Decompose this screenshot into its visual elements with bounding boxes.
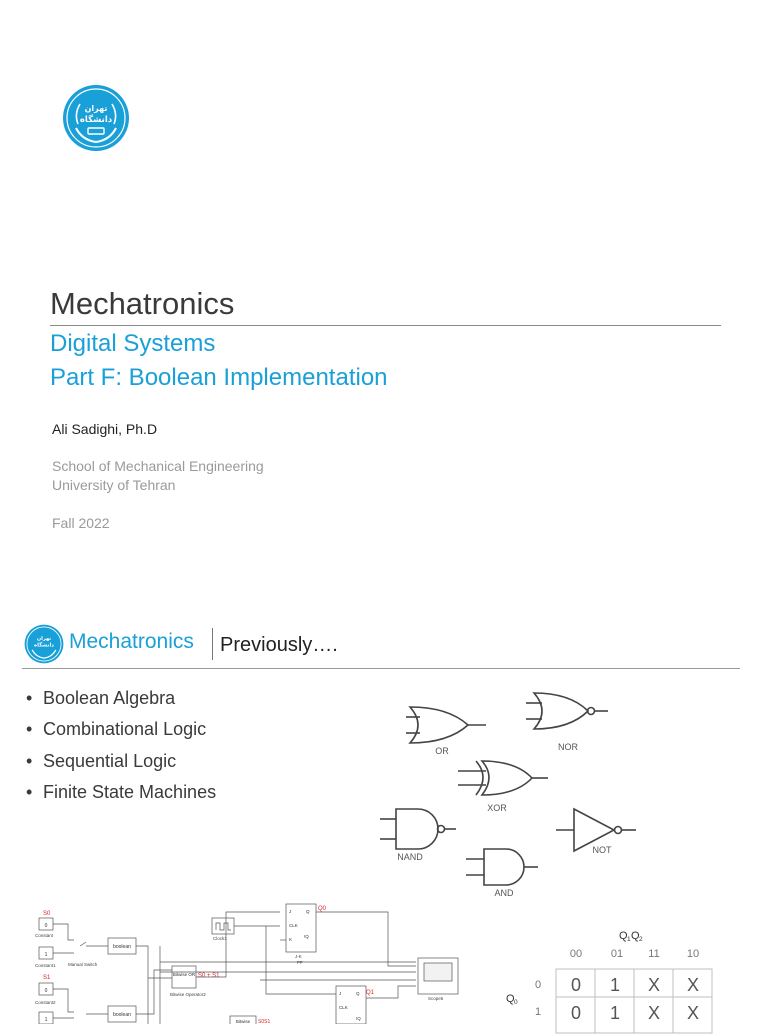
- svg-text:!Q: !Q: [304, 934, 309, 939]
- svg-text:Q: Q: [506, 993, 515, 1005]
- kmap-top-variable: [619, 930, 643, 943]
- svg-text:Constant: Constant: [35, 933, 54, 938]
- svg-text:CLK: CLK: [339, 1005, 348, 1010]
- bullet-text: Sequential Logic: [43, 751, 177, 771]
- kmap-side-variable: [506, 993, 518, 1006]
- svg-text:0: 0: [44, 923, 48, 929]
- q0-label: Q0: [318, 906, 327, 912]
- logic-gates-diagram: [370, 685, 650, 910]
- kmap-cell: X: [686, 975, 700, 995]
- svg-text:!Q: !Q: [356, 1016, 361, 1021]
- bullet-dot: •: [26, 751, 33, 771]
- bullet-dot: •: [26, 719, 33, 739]
- svg-text:Q: Q: [306, 909, 310, 914]
- kmap-cell: X: [647, 1003, 661, 1023]
- kmap-col-header: 00: [569, 948, 583, 960]
- kmap-col-header: 01: [610, 948, 624, 960]
- svg-text:دانشگاه: دانشگاه: [33, 642, 55, 649]
- svg-text:تهران: تهران: [36, 635, 52, 642]
- university-logo-small: [24, 624, 64, 664]
- svg-text:Bitwise OR: Bitwise OR: [172, 972, 196, 977]
- kmap-cell: X: [647, 975, 661, 995]
- affiliation-school: School of Mechanical Engineering: [52, 458, 264, 474]
- simulink-model-diagram: [30, 900, 470, 1024]
- svg-text:Q: Q: [619, 930, 628, 942]
- kmap-cell: 1: [609, 1003, 621, 1023]
- svg-text:Constant1: Constant1: [35, 963, 56, 968]
- kmap-cell: X: [686, 1003, 700, 1023]
- svg-text:Bitwise Operator2: Bitwise Operator2: [170, 992, 206, 997]
- svg-text:2: 2: [639, 936, 643, 943]
- svg-text:J: J: [289, 909, 292, 914]
- svg-text:Manual Switch: Manual Switch: [68, 962, 98, 967]
- svg-text:دانشگاه: دانشگاه: [79, 115, 113, 125]
- author-name: Ali Sadighi, Ph.D: [52, 421, 158, 437]
- kmap-cell: 0: [570, 975, 582, 995]
- bullet-item: [26, 751, 176, 772]
- bullet-item: [26, 782, 216, 803]
- header-separator: [212, 628, 213, 660]
- xor-gate: [458, 761, 548, 813]
- previously-slide: [0, 610, 768, 1024]
- nor-label: NOR: [558, 742, 578, 752]
- header-divider: [22, 668, 740, 669]
- svg-text:J-K: J-K: [295, 954, 302, 959]
- kmap-row-header: 0: [534, 979, 542, 991]
- course-title: Mechatronics: [50, 286, 235, 321]
- kmap-col-header: 11: [648, 948, 660, 960]
- svg-text:boolean: boolean: [113, 1012, 131, 1018]
- and-label: AND: [494, 888, 514, 898]
- svg-text:CLK: CLK: [289, 923, 298, 928]
- title-divider: [50, 325, 721, 326]
- bullet-dot: •: [26, 688, 33, 708]
- bullet-item: [26, 688, 175, 709]
- svg-text:boolean: boolean: [113, 944, 131, 950]
- svg-text:تهران: تهران: [84, 104, 108, 113]
- or-gate: [406, 707, 486, 756]
- university-logo: [62, 84, 130, 152]
- nand-label: NAND: [397, 852, 423, 862]
- subtitle-part: Part F: Boolean Implementation: [50, 364, 388, 391]
- svg-text:J: J: [339, 991, 342, 996]
- bullet-item: [26, 719, 206, 740]
- bullet-text: Finite State Machines: [43, 782, 217, 802]
- or-label: OR: [435, 746, 449, 756]
- subtitle-topic: Digital Systems: [50, 330, 216, 357]
- header-brand: Mechatronics: [69, 630, 194, 653]
- kmap-col-header: 10: [686, 948, 700, 960]
- svg-text:Q: Q: [631, 930, 640, 942]
- kmap-cell: 0: [570, 1003, 582, 1023]
- kmap-cell: 1: [609, 975, 621, 995]
- s1-label: S1: [43, 975, 51, 981]
- svg-text:Q: Q: [356, 991, 360, 996]
- not-gate: [556, 809, 636, 855]
- svg-text:Clock1: Clock1: [213, 936, 227, 941]
- and-gate: [466, 849, 538, 898]
- svg-text:FF: FF: [297, 960, 303, 965]
- svg-text:0: 0: [44, 988, 48, 994]
- nand-gate: [380, 809, 456, 862]
- svg-text:1: 1: [627, 936, 631, 943]
- not-label: NOT: [592, 845, 612, 855]
- svg-text:1: 1: [44, 952, 48, 958]
- s0-label: S0: [43, 911, 51, 917]
- svg-text:0: 0: [514, 999, 518, 1006]
- svg-text:S0S1: S0S1: [258, 1019, 271, 1024]
- s0-plus-s1-label: S0 + S1: [198, 973, 220, 979]
- svg-text:K: K: [289, 937, 293, 942]
- svg-text:Constant2: Constant2: [35, 1000, 56, 1005]
- svg-text:Bitwise: Bitwise: [235, 1019, 251, 1024]
- karnaugh-map: [500, 924, 730, 1034]
- term-label: Fall 2022: [52, 515, 110, 531]
- kmap-row-header: 1: [534, 1006, 542, 1018]
- q1-label: Q1: [366, 990, 375, 996]
- xor-label: XOR: [487, 803, 507, 813]
- svg-text:Scope5: Scope5: [428, 996, 444, 1001]
- slide-title: Previously….: [220, 634, 338, 656]
- nor-gate: [526, 693, 608, 752]
- svg-text:1: 1: [44, 1017, 48, 1023]
- affiliation-university: University of Tehran: [52, 477, 176, 493]
- bullet-text: Combinational Logic: [43, 719, 207, 739]
- clock-block: [212, 918, 234, 934]
- bullet-dot: •: [26, 782, 33, 802]
- bitwise-or-block: [172, 966, 196, 988]
- bullet-text: Boolean Algebra: [43, 688, 176, 708]
